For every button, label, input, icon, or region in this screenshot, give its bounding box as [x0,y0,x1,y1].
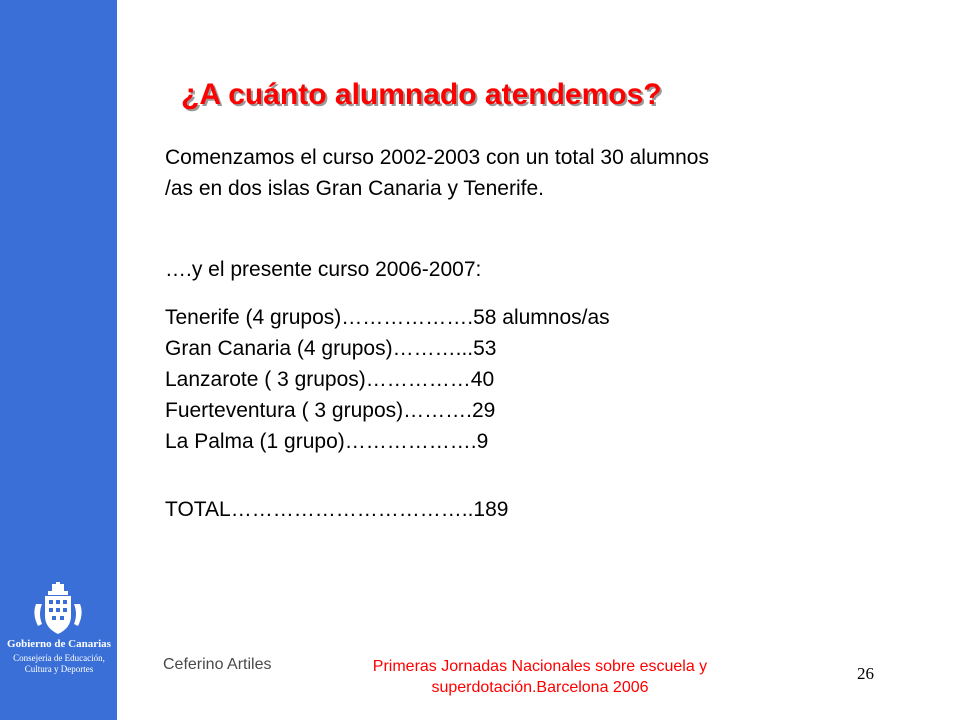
total-label: TOTAL…………………………….. [165,498,474,521]
sidebar [0,0,117,720]
org-name: Gobierno de Canarias [7,638,111,650]
total-value: 189 [473,498,509,521]
list-item: La Palma (1 grupo)……………….9 [165,430,489,453]
department-line-1: Consejería de Educación, [13,653,105,663]
page-number: 26 [857,664,874,683]
coat-of-arms-icon [28,582,88,636]
total-row [165,494,508,525]
lead-text: ….y el presente curso 2006-2007: [165,258,482,281]
enrollment-list [165,302,610,457]
slide-title: ¿A cuánto alumnado atendemos? [181,78,662,111]
department-line-2: Cultura y Deportes [24,664,94,674]
event-line-2: superdotación.Barcelona 2006 [431,679,649,696]
list-item: Lanzarote ( 3 grupos)……………40 [165,368,495,391]
intro-paragraph [165,142,885,204]
list-item: Gran Canaria (4 grupos)………...53 [165,337,497,360]
author-name: Ceferino Artiles [163,656,272,673]
list-item: Tenerife (4 grupos)……………….58 alumnos/as [165,306,610,329]
intro-line-2: /as en dos islas Gran Canaria y Tenerife. [165,177,544,200]
department-name [6,653,112,675]
intro-line-1: Comenzamos el curso 2002-2003 con un total 30 alumnos [165,146,709,169]
event-caption [340,656,740,698]
list-item: Fuerteventura ( 3 grupos)……….29 [165,399,496,422]
event-line-1: Primeras Jornadas Nacionales sobre escuela y [372,658,708,675]
